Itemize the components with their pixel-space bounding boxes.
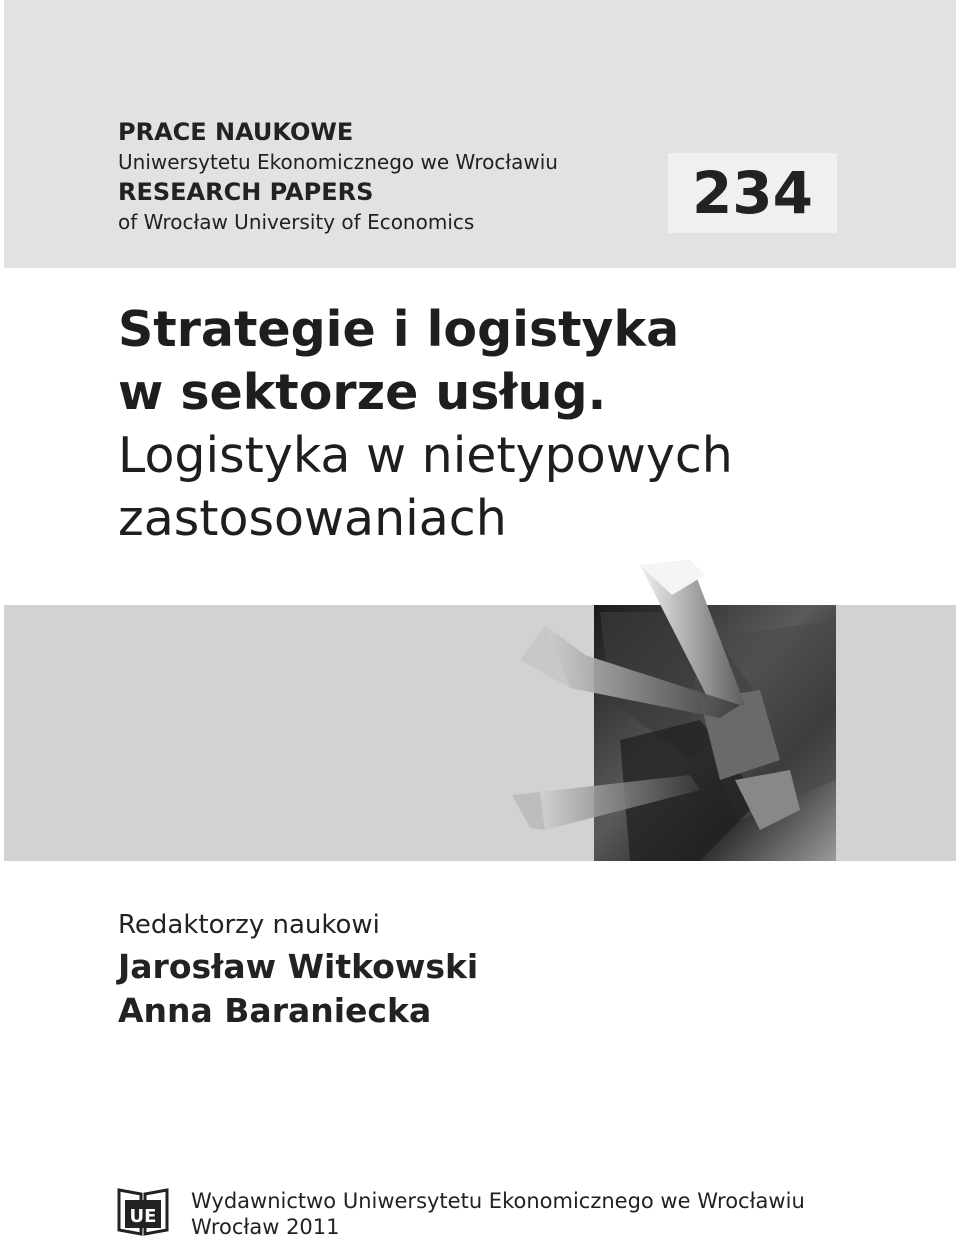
image-band [4, 605, 956, 861]
volume-number-box [668, 153, 837, 233]
series-block [118, 117, 558, 237]
publisher-name: Wydawnictwo Uniwersytetu Ekonomicznego we Wrocławiu [191, 1189, 805, 1213]
volume-number: 234 [691, 159, 814, 227]
book-title [118, 298, 918, 550]
series-name-en: RESEARCH PAPERS [118, 178, 374, 206]
publisher-logo-icon [117, 1186, 169, 1236]
editors-label: Redaktorzy naukowi [118, 910, 380, 940]
publisher-block [191, 1188, 805, 1240]
title-line-1: Strategie i logistyka [118, 301, 680, 358]
series-institution-en: of Wrocław University of Economics [118, 210, 475, 234]
publisher-place-year: Wrocław 2011 [191, 1215, 340, 1239]
editors-block [118, 905, 478, 1033]
title-line-4: zastosowaniach [118, 490, 507, 547]
publisher-logo-text: UE [129, 1206, 157, 1227]
series-institution-pl: Uniwersytetu Ekonomicznego we Wrocławiu [118, 150, 558, 174]
title-line-3: Logistyka w nietypowych [118, 427, 733, 484]
title-line-2: w sektorze usług. [118, 364, 607, 421]
series-name-pl: PRACE NAUKOWE [118, 118, 354, 146]
cover-art-shaft [640, 560, 705, 595]
editor-name: Jarosław Witkowski [118, 947, 479, 986]
editor-name: Anna Baraniecka [118, 991, 432, 1030]
